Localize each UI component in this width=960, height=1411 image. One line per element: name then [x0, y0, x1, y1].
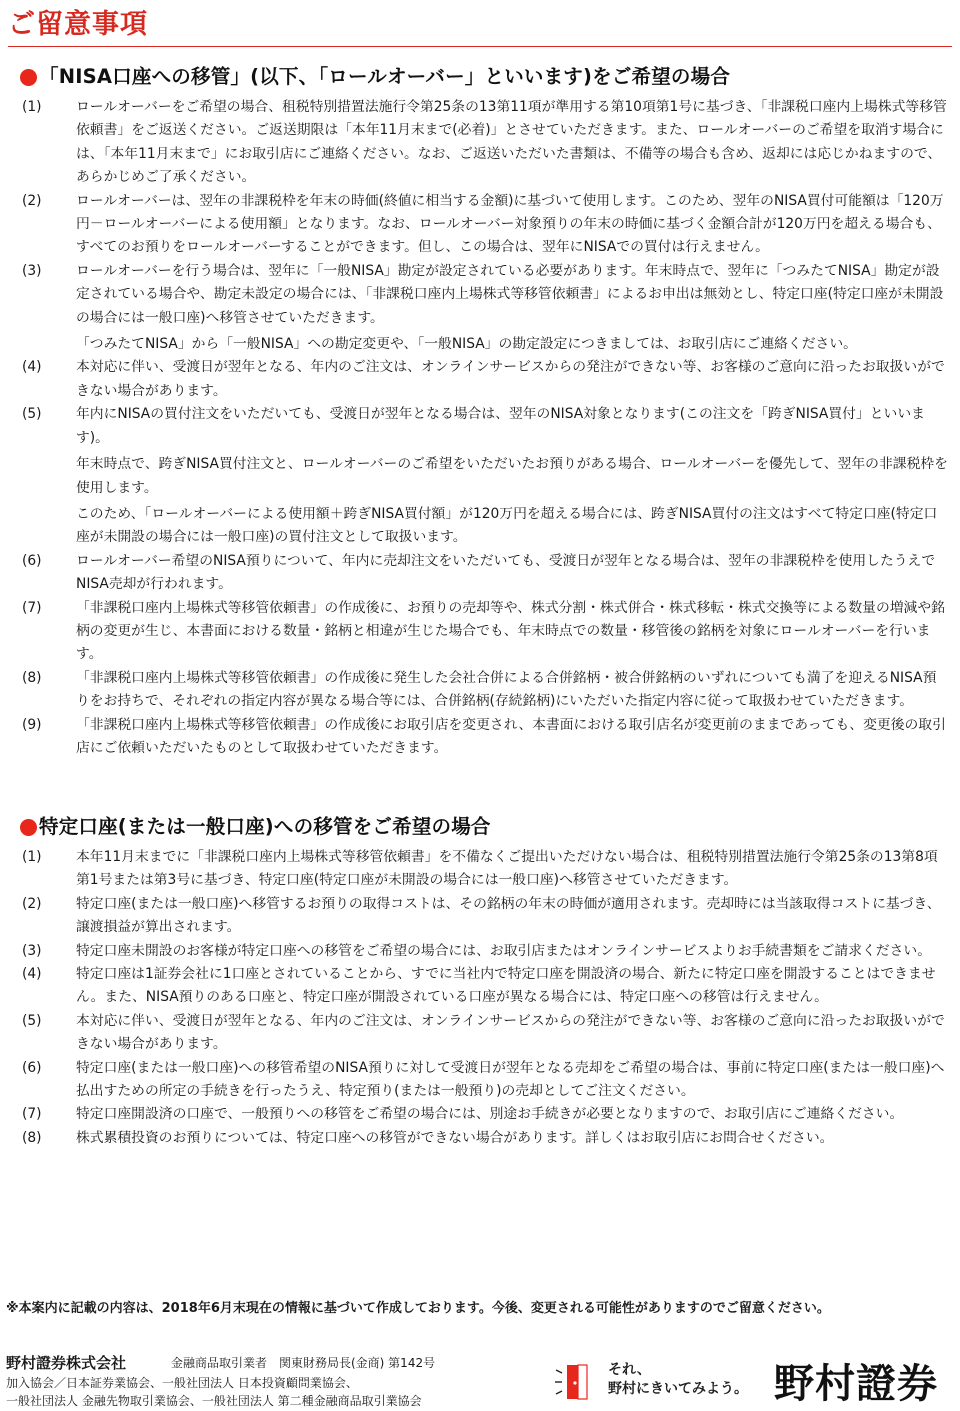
- section-heading: [20, 62, 950, 92]
- item-body: [76, 1103, 950, 1126]
- item-number: (4): [22, 359, 42, 376]
- item-paragraph: 本対応に伴い、受渡日が翌年となる、年内のご注文は、オンラインサービスからの発注ができない等、お客様のご意向に沿ったお取扱いができない場合があります。: [76, 1012, 945, 1053]
- list-item: [20, 940, 950, 963]
- list-item: [20, 846, 950, 893]
- slogan-block: [554, 1360, 769, 1404]
- slogan-line: 野村にきいてみよう。: [608, 1381, 748, 1397]
- item-number: (5): [22, 1012, 42, 1029]
- item-paragraph: 「つみたてNISA」から「一般NISA」への勘定変更や、「一般NISA」の勘定設定につきましては、お取引店にご連絡ください。: [76, 336, 857, 353]
- list-item: [20, 1103, 950, 1126]
- association-line: 一般社団法人 金融先物取引業協会、一般社団法人 第二種金融商品取引業協会: [6, 1394, 422, 1408]
- list-item: [20, 667, 950, 714]
- section-heading: [20, 812, 950, 842]
- item-paragraph: 特定口座(または一般口座)への移管希望のNISA預りに対して受渡日が翌年となる売却をご希望の場合は、事前に特定口座(または一般口座)へ払出すための所定の手続きを行ったうえ、特定預り(または一般預り)の売却としてご注文ください。: [76, 1059, 945, 1100]
- list-item: [20, 1127, 950, 1150]
- item-paragraph: 本対応に伴い、受渡日が翌年となる、年内のご注文は、オンラインサービスからの発注ができない等、お客様のご意向に沿ったお取扱いができない場合があります。: [76, 359, 945, 399]
- slogan-line: それ、: [608, 1362, 651, 1378]
- footer: [6, 1352, 946, 1410]
- item-body: [76, 893, 950, 940]
- item-paragraph: 特定口座未開設のお客様が特定口座への移管をご希望の場合には、お取引店またはオンラインサービスよりお手続書類をご請求ください。: [76, 942, 931, 959]
- item-paragraph: 本年11月末までに「非課税口座内上場株式等移管依頼書」を不備なくご提出いただけない場合は、租税特別措置法施行令第25条の13第8項第1号または第3号に基づき、特定口座(特定口座が未開設の場合には一般口座)へ移管させていただきます。: [76, 849, 938, 889]
- red-bullet-icon: [20, 69, 37, 86]
- item-paragraph: ロールオーバーをご希望の場合、租税特別措置法施行令第25条の13第11項が準用する第10項第1号に基づき、「非課税口座内上場株式等移管依頼書」をご返送ください。ご返送期限は「本年11月末まで(必着)」とさせていただきます。また、ロールオーバーのご希望を取消す場合には、「本年11月末まで」にお取引店にご連絡ください。なお、ご返送いただいた書類は、不備等の場合も含め、返却には応じかねますので、あらかじめご了承ください。: [76, 99, 947, 186]
- item-paragraph: 「非課税口座内上場株式等移管依頼書」の作成後に、お預りの売却等や、株式分割・株式併合・株式移転・株式交換等による数量の増減や銘柄の変更が生じ、本書面における数量・銘柄と相違が生じた場合でも、年末時点での数量・移管後の銘柄を対象にロールオーバーを行います。: [76, 599, 945, 663]
- red-bullet-icon: [20, 819, 37, 836]
- item-list: [20, 96, 950, 760]
- item-number: (9): [22, 716, 42, 733]
- item-paragraph: 「非課税口座内上場株式等移管依頼書」の作成後にお取引店を変更され、本書面における取引店名が変更前のままであっても、変更後の取引店にご依頼いただいたものとして取扱わせていただきます。: [76, 716, 946, 756]
- list-item: [20, 190, 950, 260]
- item-list: [20, 846, 950, 1150]
- list-item: [20, 963, 950, 1010]
- item-number: (8): [22, 669, 42, 686]
- item-paragraph: 株式累積投資のお預りについては、特定口座への移管ができない場合があります。詳しくはお取引店にお問合せください。: [76, 1129, 834, 1146]
- item-body: [76, 940, 950, 963]
- item-body: [76, 1057, 950, 1104]
- list-item: [20, 893, 950, 940]
- item-body: [76, 550, 950, 597]
- item-paragraph: 特定口座は1証券会社に1口座とされていることから、すでに当社内で特定口座を開設済の場合、新たに特定口座を開設することはできません。また、NISA預りのある口座と、特定口座が開設されている口座が異なる場合には、特定口座への移管は行えません。: [76, 966, 936, 1006]
- item-body: [76, 356, 950, 403]
- item-body: [76, 1127, 950, 1150]
- item-paragraph: 年内にNISAの買付注文をいただいても、受渡日が翌年となる場合は、翌年のNISA対象となります(この注文を「跨ぎNISA買付」といいます)。: [76, 406, 925, 446]
- item-body: [76, 963, 950, 1010]
- item-number: (3): [22, 942, 42, 959]
- item-body: [76, 403, 950, 549]
- item-body: [76, 846, 950, 893]
- section-heading-text: 特定口座(または一般口座)への移管をご希望の場合: [39, 815, 491, 838]
- list-item: [20, 550, 950, 597]
- item-body: [76, 667, 950, 714]
- item-number: (6): [22, 552, 42, 569]
- item-number: (4): [22, 966, 42, 983]
- item-body: [76, 597, 950, 667]
- footnote: ※本案内に記載の内容は、2018年6月末現在の情報に基づいて作成しております。今後、変更される可能性がありますのでご留意ください。: [6, 1301, 830, 1316]
- registration-info: 金融商品取引業者 関東財務局長(金商) 第142号: [171, 1356, 436, 1370]
- list-item: [20, 260, 950, 357]
- list-item: [20, 597, 950, 667]
- item-paragraph: ロールオーバーを行う場合は、翌年に「一般NISA」勘定が設定されている必要があります。年末時点で、翌年に「つみたてNISA」勘定が設定されている場合や、勘定未設定の場合には、「非課税口座内上場株式等移管依頼書」によるお申出は無効とし、特定口座(特定口座が未開設の場合には一般口座)へ移管させていただきます。: [76, 262, 944, 326]
- item-number: (3): [22, 262, 42, 279]
- item-paragraph: 「非課税口座内上場株式等移管依頼書」の作成後に発生した会社合併による合併銘柄・被合併銘柄のいずれについても満了を迎えるNISA預りをお持ちで、それぞれの指定内容が異なる場合等には、合併銘柄(存続銘柄)にいただいた指定内容に従って取扱わせていただきます。: [76, 669, 937, 710]
- item-paragraph: ロールオーバー希望のNISA預りについて、年内に売却注文をいただいても、受渡日が翌年となる場合は、翌年の非課税枠を使用したうえでNISA売却が行われます。: [76, 552, 936, 593]
- item-number: (1): [22, 849, 42, 865]
- list-item: [20, 356, 950, 403]
- item-number: (7): [22, 599, 42, 616]
- title-divider: [8, 46, 952, 47]
- list-item: [20, 96, 950, 190]
- item-number: (7): [22, 1106, 42, 1123]
- item-paragraph: このため、「ロールオーバーによる使用額＋跨ぎNISA買付額」が120万円を超える場合には、跨ぎNISA買付の注文はすべて特定口座(特定口座が未開設の場合には一般口座)の買付注文として取扱います。: [76, 505, 938, 546]
- list-item: [20, 714, 950, 761]
- item-number: (5): [22, 406, 42, 423]
- item-paragraph: 特定口座(または一般口座)へ移管するお預りの取得コストは、その銘柄の年末の時価が適用されます。売却時には当該取得コストに基づき、譲渡損益が算出されます。: [76, 895, 941, 936]
- item-body: [76, 96, 950, 190]
- item-number: (6): [22, 1059, 42, 1076]
- item-paragraph: ロールオーバーは、翌年の非課税枠を年末の時価(終値に相当する金額)に基づいて使用します。このため、翌年のNISA買付可能額は「120万円－ロールオーバーによる使用額」となります。なお、ロールオーバー対象預りの年末の時価に基づく金額合計が120万円を超える場合も、すべてのお預りをロールオーバーすることができます。但し、この場合は、翌年にNISAでの買付は行えません。: [76, 192, 944, 256]
- company-name: 野村證券株式会社: [6, 1354, 127, 1372]
- item-number: (1): [22, 99, 42, 115]
- section-tokutei-transfer: [20, 812, 950, 1150]
- association-line: 加入協会／日本証券業協会、一般社団法人 日本投資顧問業協会、: [6, 1376, 358, 1390]
- list-item: [20, 403, 950, 549]
- section-heading-text: 「NISA口座への移管」(以下、「ロールオーバー」といいます)をご希望の場合: [39, 65, 731, 88]
- brand-logo: 野村證券: [774, 1360, 938, 1407]
- item-number: (8): [22, 1129, 42, 1146]
- item-paragraph: 年末時点で、跨ぎNISA買付注文と、ロールオーバーのご希望をいただいたお預りがある場合、ロールオーバーを優先して、翌年の非課税枠を使用します。: [76, 456, 948, 496]
- item-number: (2): [22, 895, 42, 912]
- item-body: [76, 1010, 950, 1057]
- section-nisa-rollover: [20, 62, 950, 760]
- door-icon: [554, 1362, 598, 1402]
- list-item: [20, 1057, 950, 1104]
- page-title: ご留意事項: [8, 9, 148, 40]
- item-paragraph: 特定口座開設済の口座で、一般預りへの移管をご希望の場合には、別途お手続きが必要となりますので、お取引店にご連絡ください。: [76, 1106, 904, 1123]
- item-body: [76, 714, 950, 761]
- slogan-text: [608, 1361, 748, 1399]
- item-body: [76, 260, 950, 357]
- item-body: [76, 190, 950, 260]
- list-item: [20, 1010, 950, 1057]
- item-number: (2): [22, 192, 42, 209]
